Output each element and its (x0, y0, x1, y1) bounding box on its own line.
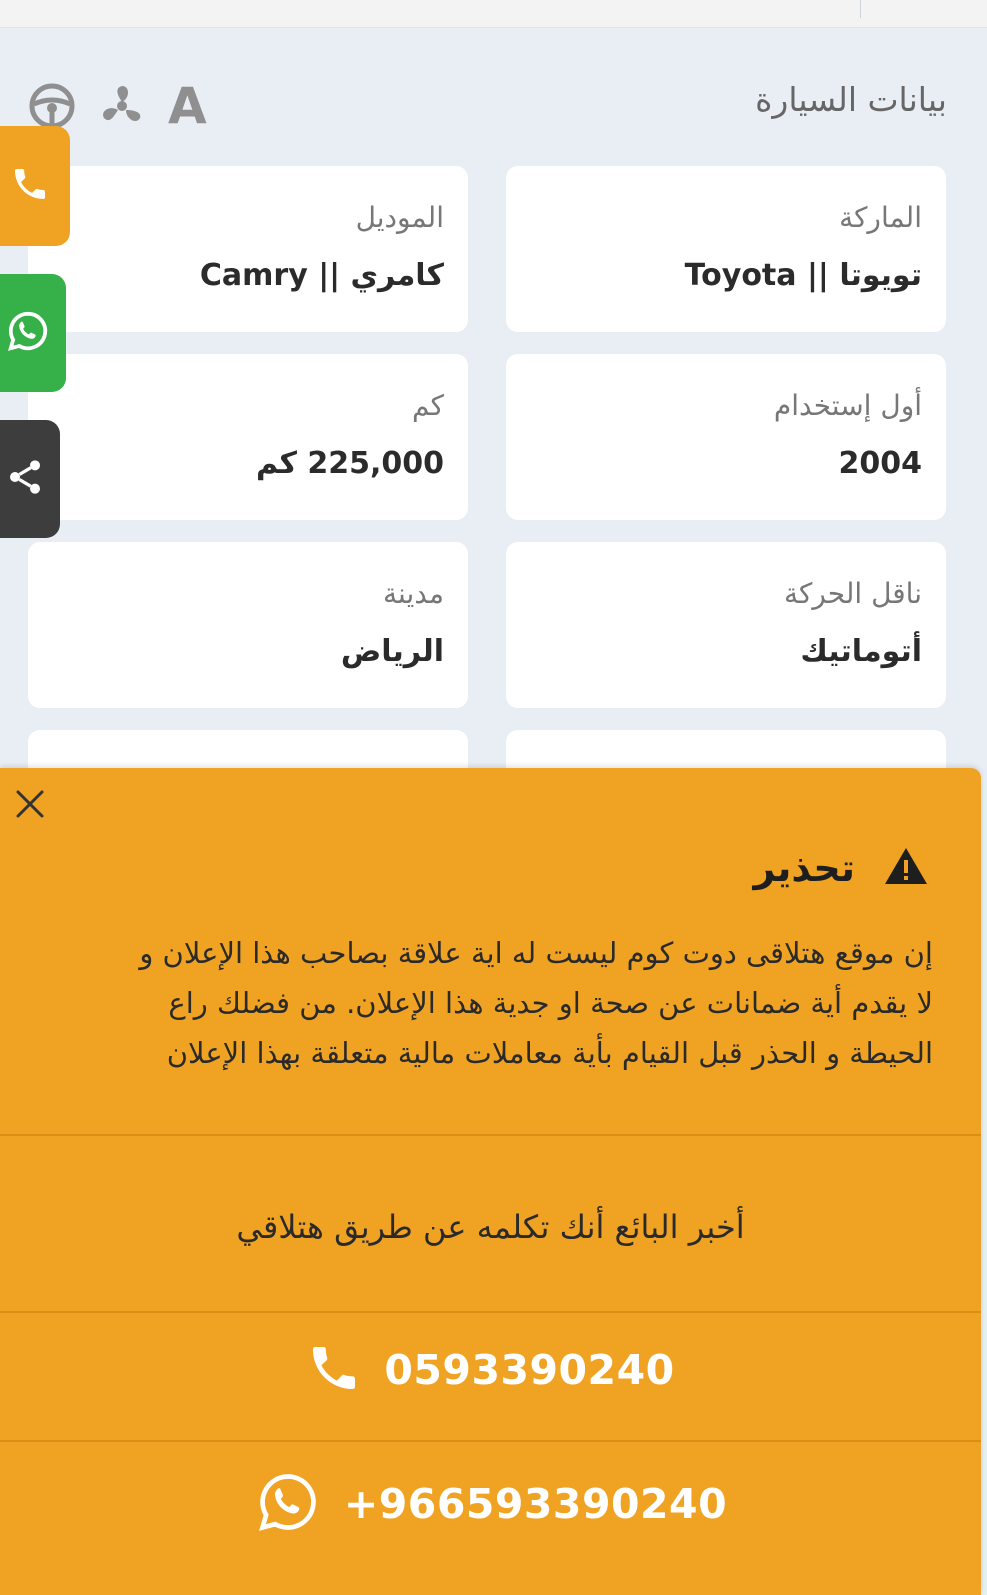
fan-icon (98, 82, 146, 130)
phone-icon (10, 164, 50, 208)
call-seller-button[interactable] (0, 1340, 981, 1400)
top-bar-divider (860, 0, 861, 18)
spec-label: أول إستخدام (773, 389, 922, 422)
warning-modal (0, 768, 981, 1595)
spec-label: ناقل الحركة (784, 577, 922, 610)
spec-card-city (28, 542, 468, 708)
floating-call-button[interactable] (0, 126, 70, 246)
spec-value: كامري || Camry (199, 258, 444, 293)
spec-value: 225,000 كم (255, 446, 444, 481)
spec-value: تويوتا || Toyota (684, 258, 922, 293)
floating-whatsapp-button[interactable] (0, 274, 66, 392)
warning-text-line: لا يقدم أية ضمانات عن صحة او جدية هذا الإعلان. من فضلك راع (168, 986, 933, 1020)
divider (0, 1311, 981, 1313)
whatsapp-seller-button[interactable] (0, 1468, 981, 1540)
phone-number: 0593390240 (384, 1346, 675, 1394)
phone-icon (306, 1340, 362, 1400)
floating-share-button[interactable] (0, 420, 60, 538)
warning-triangle-icon (883, 846, 929, 890)
warning-text-line: إن موقع هتلاقى دوت كوم ليست له اية علاقة بصاحب هذا الإعلان و (139, 936, 933, 970)
warning-heading (753, 846, 929, 890)
divider (0, 1440, 981, 1442)
divider (0, 1134, 981, 1136)
warning-title: تحذير (753, 846, 855, 890)
spec-card-transmission (506, 542, 946, 708)
section-title: بيانات السيارة (755, 80, 947, 119)
warning-text (53, 928, 933, 1078)
warning-text-line: الحيطة و الحذر قبل القيام بأية معاملات مالية متعلقة بهذا الإعلان (166, 1036, 933, 1070)
close-icon[interactable] (12, 786, 48, 822)
whatsapp-icon (5, 308, 51, 358)
spec-value: الرياض (340, 634, 444, 669)
spec-label: الموديل (355, 201, 444, 234)
whatsapp-number: +966593390240 (343, 1480, 728, 1528)
top-bar (0, 0, 987, 28)
spec-value: 2004 (838, 446, 922, 481)
spec-label: مدينة (383, 577, 444, 610)
spec-card-brand (506, 166, 946, 332)
spec-label: الماركة (839, 201, 922, 234)
spec-card-model (28, 166, 468, 332)
share-icon (5, 457, 45, 501)
spec-value: أتوماتيك (800, 634, 922, 669)
whatsapp-icon (254, 1468, 322, 1540)
steering-wheel-icon (28, 82, 76, 130)
spec-card-first-use (506, 354, 946, 520)
spec-label: كم (412, 389, 444, 422)
letter-a-icon: A (168, 77, 207, 135)
seller-note: أخبر البائع أنك تكلمه عن طريق هتلاقي (236, 1208, 745, 1246)
spec-card-mileage (28, 354, 468, 520)
